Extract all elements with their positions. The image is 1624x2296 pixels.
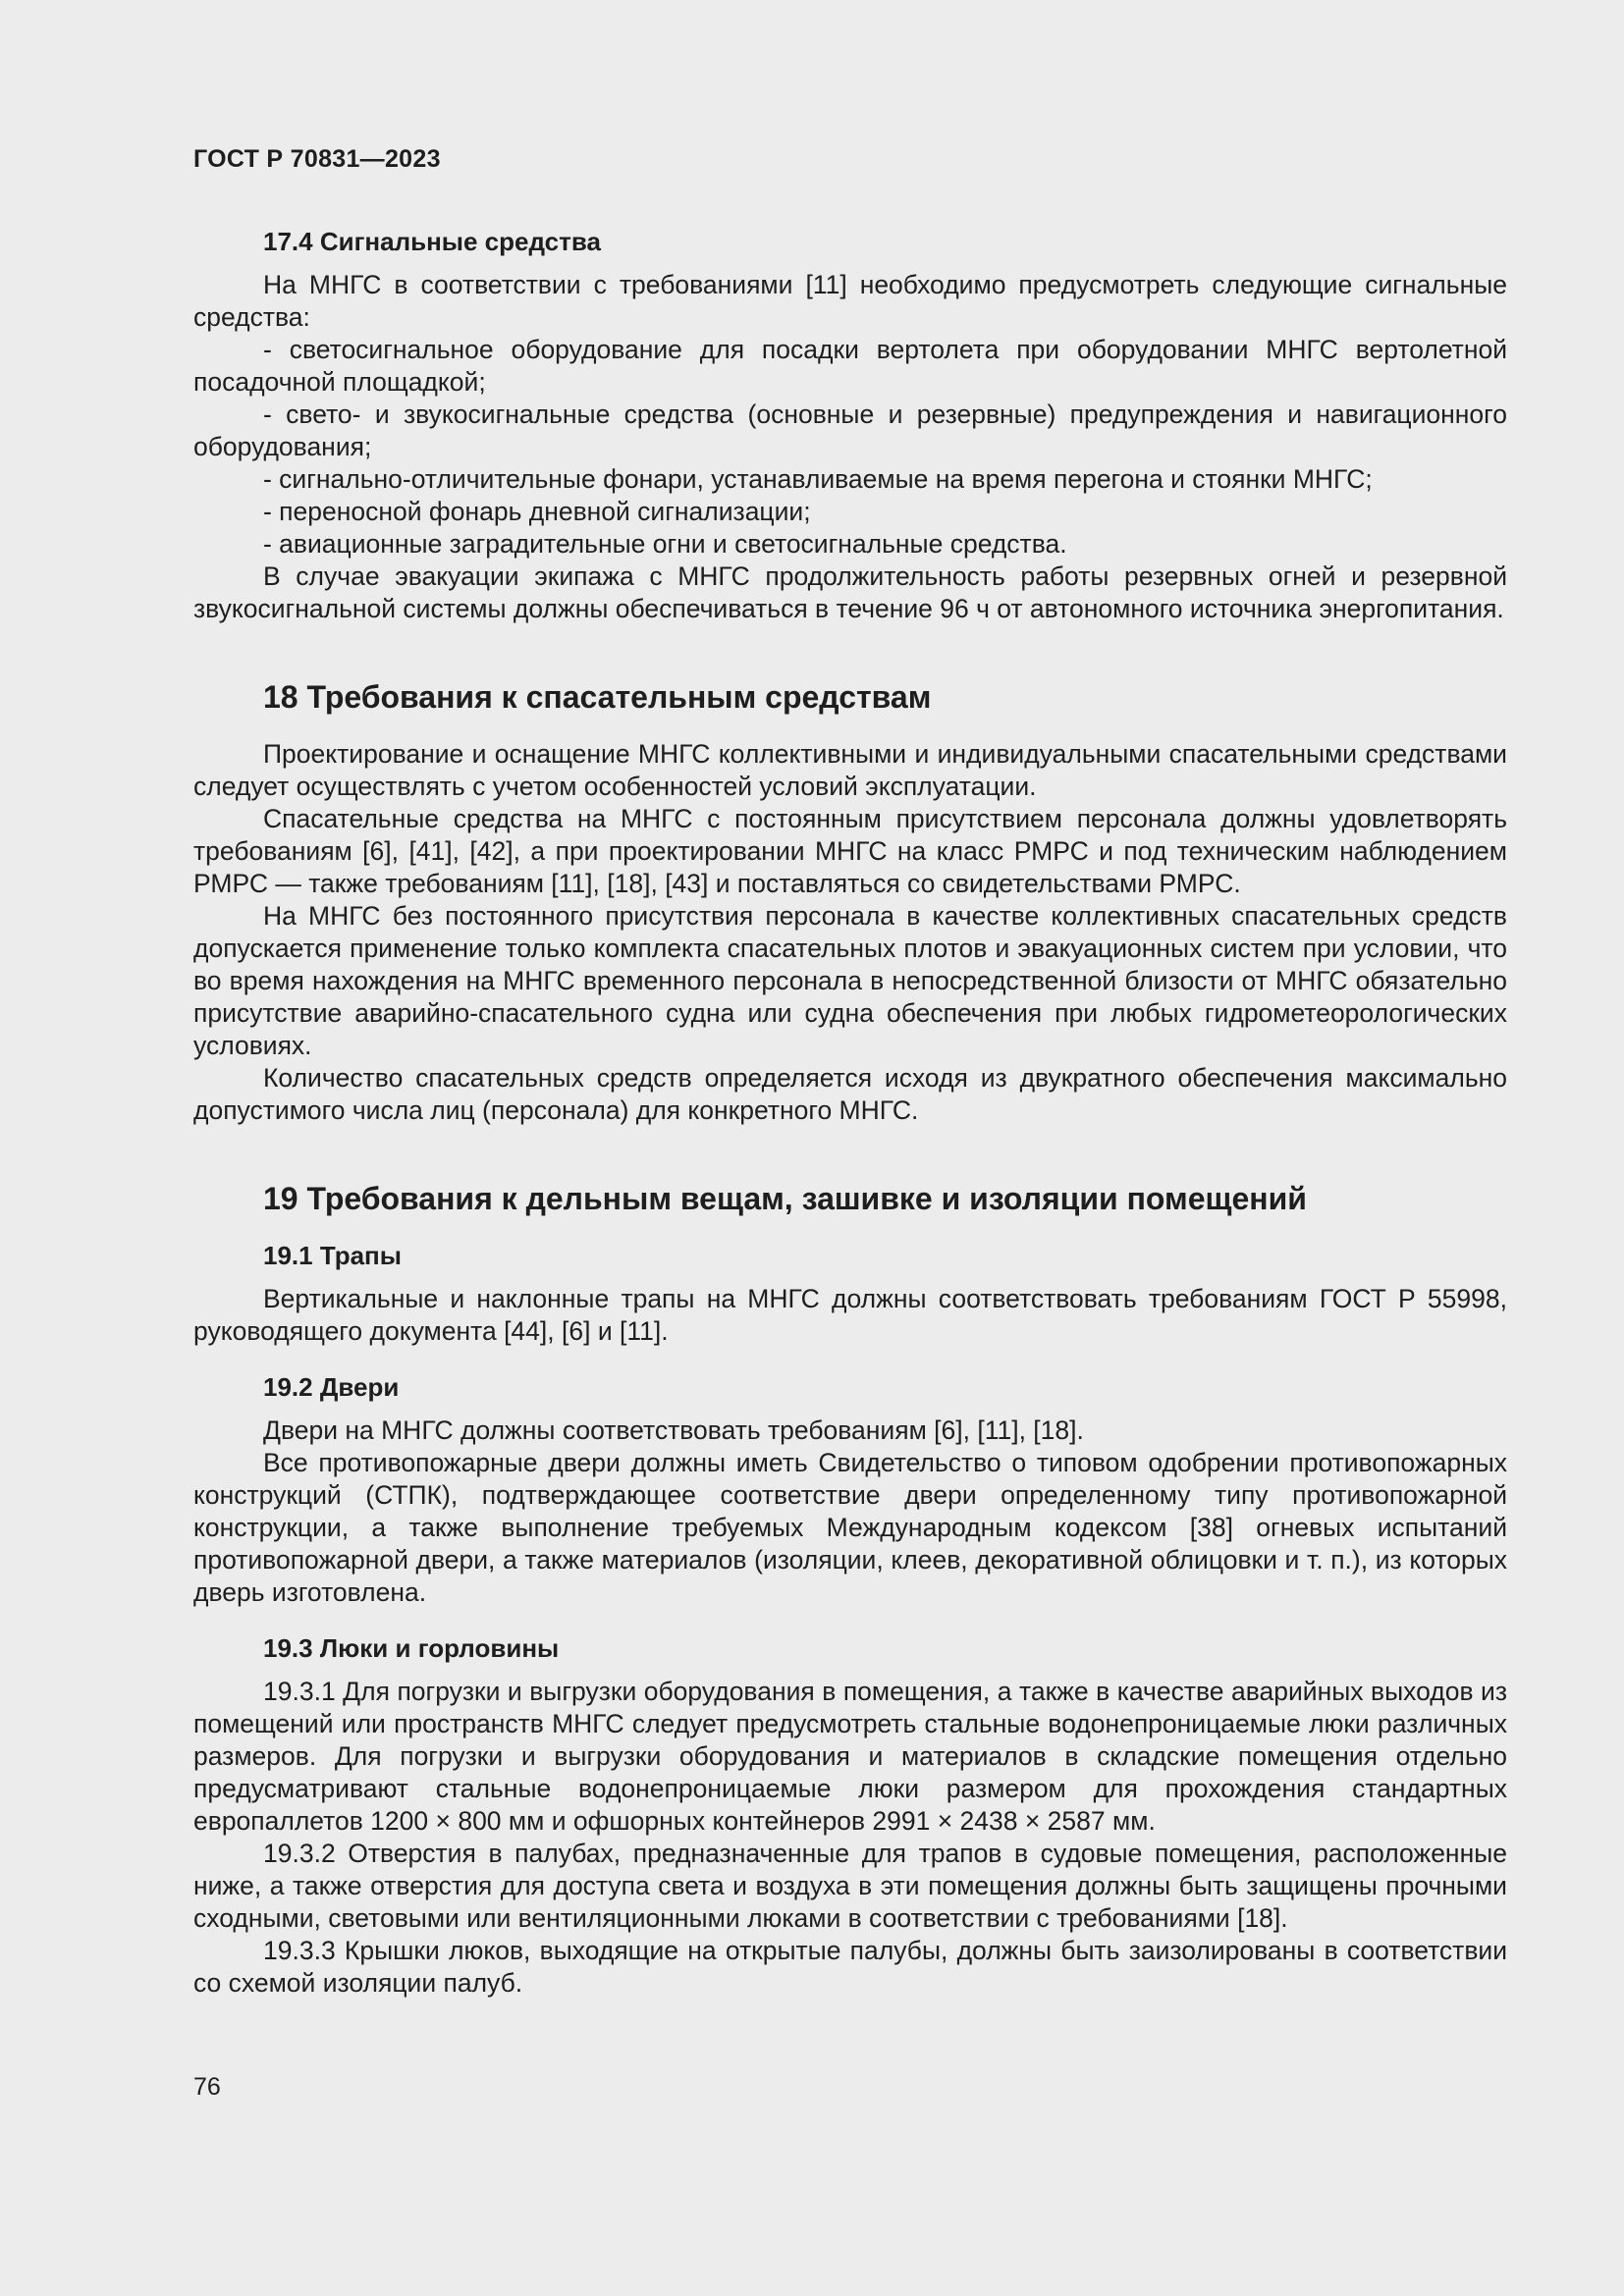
body-text [193,226,1507,2000]
subsection-title-19-1: 19.1 Трапы [263,1241,402,1270]
paragraph: В случае эвакуации экипажа с МНГС продолжительность работы резервных огней и резервной звукосигнальной системы должны обеспечиваться в течение 96 ч от автономного источника энергопитания. [193,561,1507,623]
section-title-19: 19 Требования к дельным вещам, зашивке и изоляции помещений [263,1181,1307,1216]
paragraph: 19.3.3 Крышки люков, выходящие на открытые палубы, должны быть заизолированы в соответствии со схемой изоляции палуб. [193,1936,1507,1998]
subsection-title-19-2: 19.2 Двери [263,1372,400,1402]
paragraph: На МНГС в соответствии с требованиями [11] необходимо предусмотреть следующие сигнальные средства: [193,270,1507,332]
paragraph: Количество спасательных средств определяется исходя из двукратного обеспечения максимально допустимого числа лиц (персонала) для конкретного МНГС. [193,1063,1507,1125]
paragraph: Двери на МНГС должны соответствовать требованиям [6], [11], [18]. [263,1415,1084,1445]
paragraph: На МНГС без постоянного присутствия персонала в качестве коллективных спасательных средств допускается применение только комплекта спасательных плотов и эвакуационных систем при условии, что во время нахождения на МНГС временного персонала в непосредственной близости от МНГС обязательно присутствие аварийно-спасательного судна или судна обеспечения при любых гидрометеорологических условиях. [193,901,1507,1060]
list-item: - светосигнальное оборудование для посадки вертолета при оборудовании МНГС вертолетной посадочной площадкой; [193,335,1507,397]
subsection-title-19-3: 19.3 Люки и горловины [263,1633,560,1663]
list-item: - сигнально-отличительные фонари, устанавливаемые на время перегона и стоянки МНГС; [263,464,1373,494]
document-header: ГОСТ Р 70831—2023 [193,145,441,173]
paragraph: 19.3.2 Отверстия в палубах, предназначенные для трапов в судовые помещения, расположенные ниже, а также отверстия для доступа света и воздуха в эти помещения должны быть защищены прочными сходными, световыми или вентиляционными люками в соответствии с требованиями [18]. [193,1839,1507,1933]
paragraph: Все противопожарные двери должны иметь Свидетельство о типовом одобрении противопожарных конструкций (СТПК), подтверждающее соответствие двери определенному типу противопожарной конструкции, а также выполнение требуемых Международным кодексом [38] огневых испытаний противопожарной двери, а также материалов (изоляции, клеев, декоративной облицовки и т. п.), из которых дверь изготовлена. [193,1448,1507,1607]
paragraph: 19.3.1 Для погрузки и выгрузки оборудования в помещения, а также в качестве аварийных выходов из помещений или пространств МНГС следует предусмотреть стальные водонепроницаемые люки различных размеров. Для погрузки и выгрузки оборудования и материалов в складские помещения отдельно предусматривают стальные водонепроницаемые люки размером для прохождения стандартных европаллетов 1200 × 800 мм и офшорных контейнеров 2991 × 2438 × 2587 мм. [193,1677,1507,1836]
subsection-title-17-4: 17.4 Сигнальные средства [263,227,601,256]
paragraph: Спасательные средства на МНГС с постоянным присутствием персонала должны удовлетворять требованиям [6], [41], [42], а при проектировании МНГС на класс РМРС и под техническим наблюдением РМРС — также требованиям [11], [18], [43] и поставляться со свидетельствами РМРС. [193,804,1507,898]
page-number: 76 [193,2073,221,2101]
paragraph: Проектирование и оснащение МНГС коллективными и индивидуальными спасательными средствами следует осуществлять с учетом особенностей условий эксплуатации. [193,739,1507,801]
list-item: - свето- и звукосигнальные средства (основные и резервные) предупреждения и навигационного оборудования; [193,400,1507,461]
paragraph: Вертикальные и наклонные трапы на МНГС должны соответствовать требованиям ГОСТ Р 55998, руководящего документа [44], [6] и [11]. [193,1284,1507,1346]
section-title-18: 18 Требования к спасательным средствам [263,679,932,715]
list-item: - авиационные заградительные огни и светосигнальные средства. [263,529,1067,559]
list-item: - переносной фонарь дневной сигнализации; [263,497,811,526]
